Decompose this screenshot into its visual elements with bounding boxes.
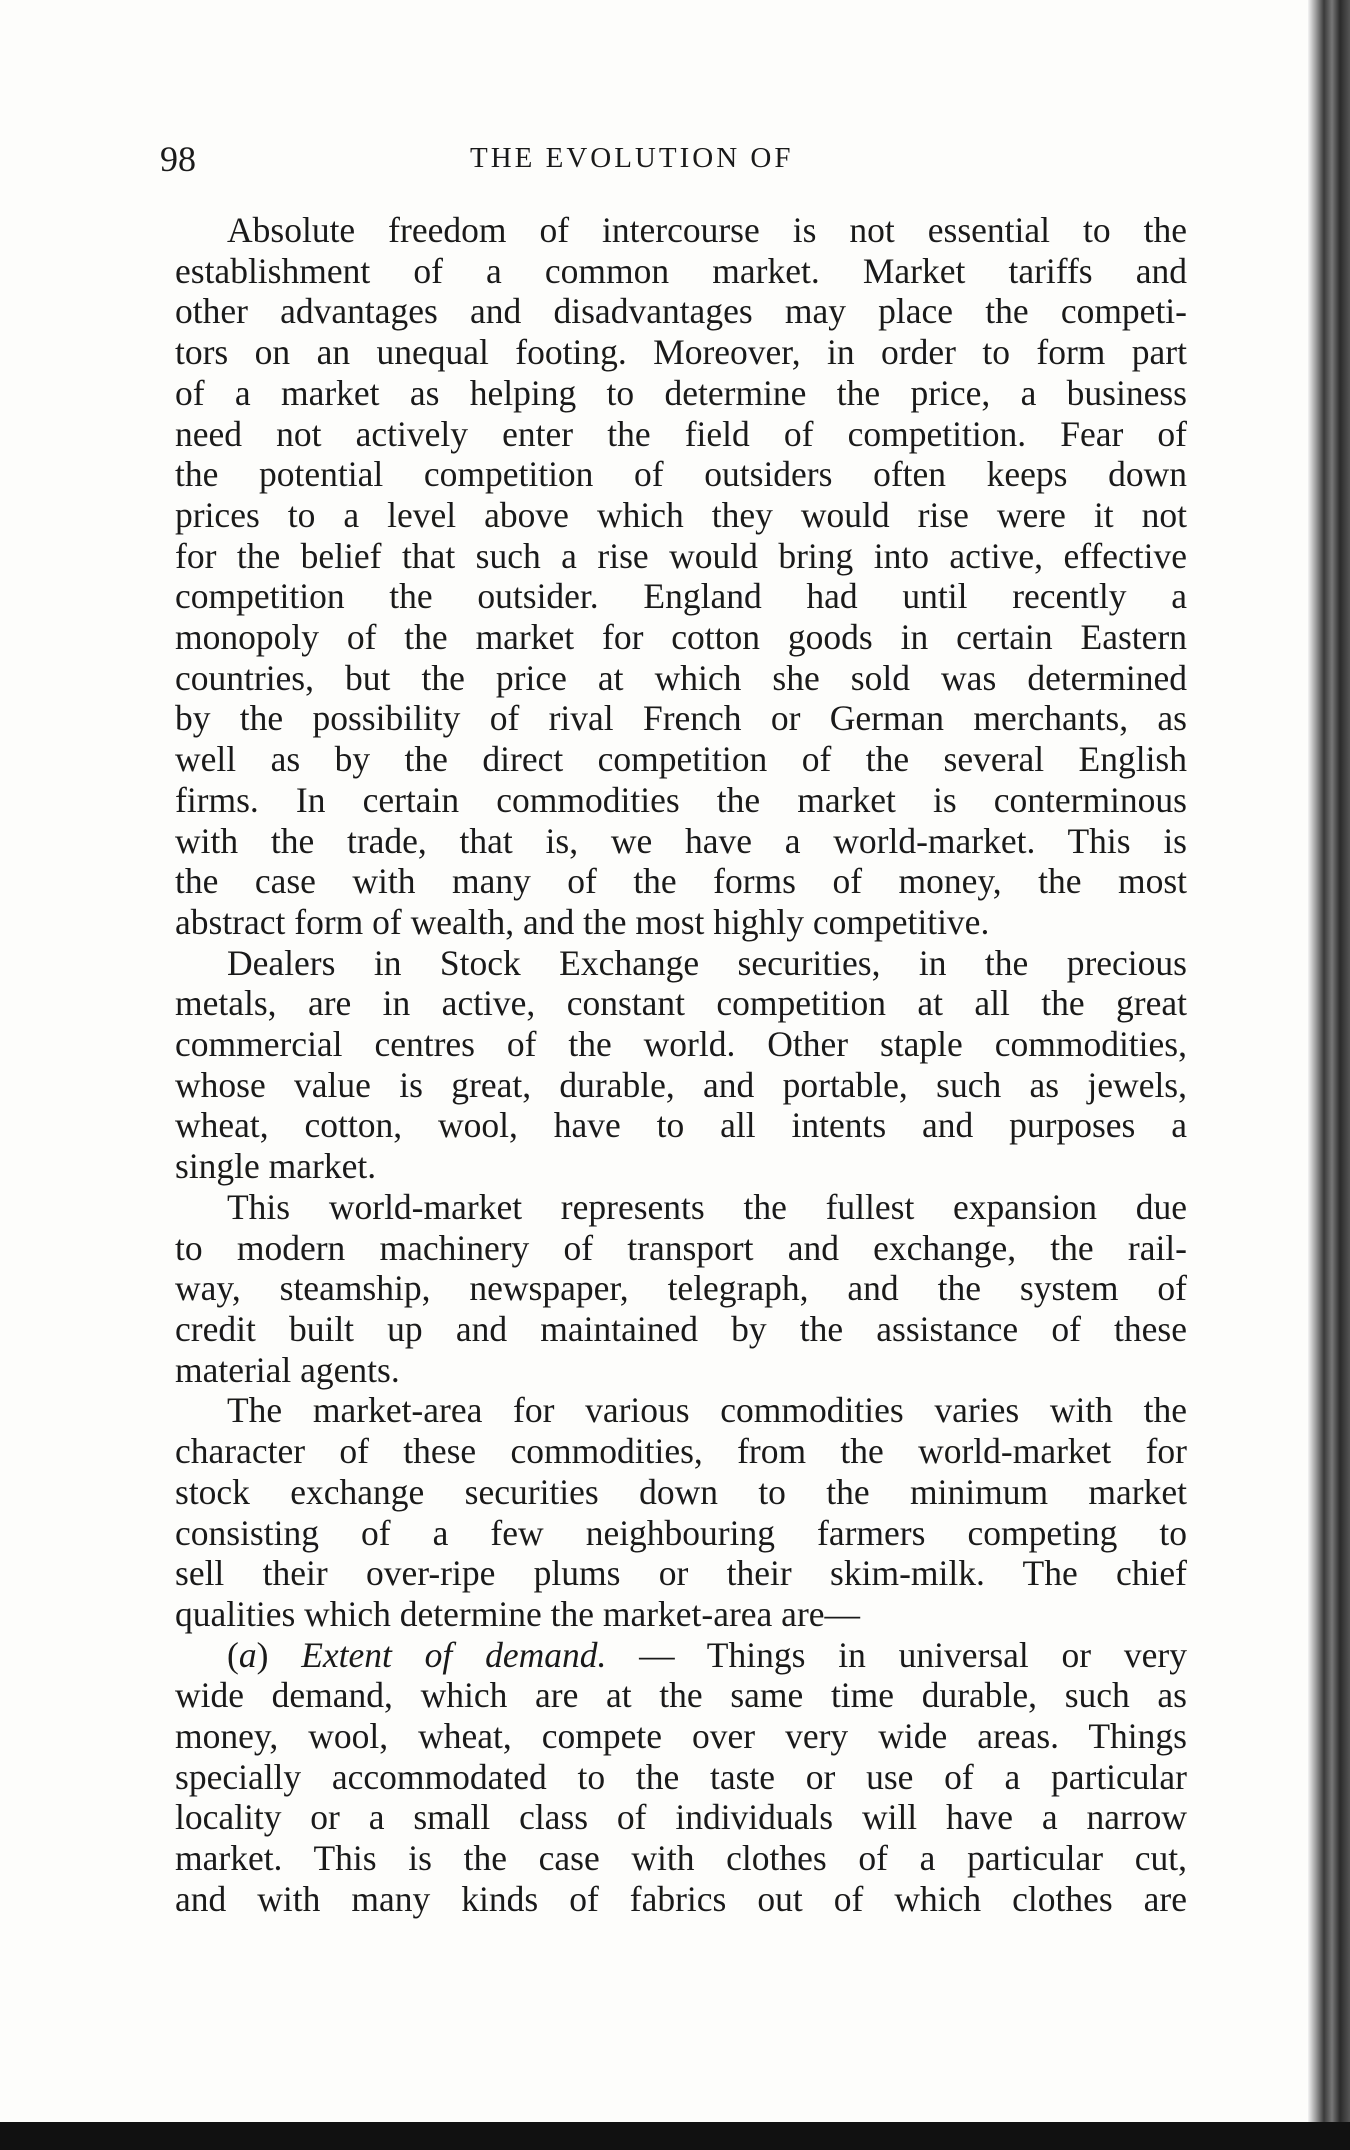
text-line: metals, are in active, constant competition at all the great [175,983,1187,1024]
paragraph-3 [175,1187,1187,1391]
text-line: of a market as helping to determine the price, a business [175,372,1187,413]
section-heading-line [175,1635,1187,1676]
text-line: countries, but the price at which she sold was determined [175,657,1187,698]
text-line: competition the outsider. England had until recently a [175,576,1187,617]
text-line: prices to a level above which they would rise were it not [175,494,1187,535]
text-line: money, wool, wheat, compete over very wide areas. Things [175,1716,1187,1757]
text-line: abstract form of wealth, and the most highly competitive. [175,901,990,942]
text-line: specially accommodated to the taste or use of a particular [175,1756,1187,1797]
body-text [175,210,1187,1920]
text-line: to modern machinery of transport and exchange, the rail- [175,1227,1187,1268]
text-line: and with many kinds of fabrics out of which clothes are [175,1878,1187,1919]
text-line: This world-market represents the fullest expansion due [227,1186,1187,1227]
running-title: THE EVOLUTION OF [470,142,794,174]
text-line: need not actively enter the field of competition. Fear of [175,413,1187,454]
heading-letter: a [238,1634,257,1675]
text-line: material agents. [175,1349,400,1390]
section-heading-title: Extent of demand. [301,1634,607,1675]
scan-edge-right [1308,0,1350,2150]
text-line: wheat, cotton, wool, have to all intents and purposes a [175,1105,1187,1146]
paragraph-1 [175,210,1187,943]
text-line: wide demand, which are at the same time durable, such as [175,1675,1187,1716]
text-line: well as by the direct competition of the several English [175,739,1187,780]
text-line: way, steamship, newspaper, telegraph, and the system of [175,1268,1187,1309]
paragraph-5 [175,1635,1187,1920]
text-line: the potential competition of outsiders often keeps down [175,454,1187,495]
text-line: single market. [175,1146,377,1187]
text-line: locality or a small class of individuals will have a narrow [175,1797,1187,1838]
text-line: market. This is the case with clothes of a particular cut, [175,1838,1187,1879]
text-line: stock exchange securities down to the minimum market [175,1471,1187,1512]
heading-open-paren: ( [227,1634,239,1675]
scan-edge-bottom [0,2122,1350,2150]
text-line: the case with many of the forms of money, the most [175,861,1187,902]
text-line: qualities which determine the market-area are— [175,1593,861,1634]
text-line: for the belief that such a rise would bring into active, effective [175,535,1187,576]
text-line: character of these commodities, from the world-market for [175,1431,1187,1472]
text-line: consisting of a few neighbouring farmers competing to [175,1512,1187,1553]
text-line: with the trade, that is, we have a world-market. This is [175,820,1187,861]
text-line: firms. In certain commodities the market is conterminous [175,779,1187,820]
text-line: Dealers in Stock Exchange securities, in the precious [227,942,1187,983]
text-line: commercial centres of the world. Other staple commodities, [175,1024,1187,1065]
text-line: monopoly of the market for cotton goods in certain Eastern [175,617,1187,658]
heading-close-paren: ) [256,1634,302,1675]
text-line: sell their over-ripe plums or their skim-milk. The chief [175,1553,1187,1594]
section-heading-rest: — Things in universal or very [606,1634,1187,1675]
text-line: by the possibility of rival French or German merchants, as [175,698,1187,739]
text-line: whose value is great, durable, and portable, such as jewels, [175,1064,1187,1105]
page-number: 98 [160,139,196,179]
text-line: The market-area for various commodities varies with the [227,1390,1187,1431]
text-line: credit built up and maintained by the assistance of these [175,1308,1187,1349]
paragraph-4 [175,1390,1187,1634]
text-line: establishment of a common market. Market tariffs and [175,250,1187,291]
text-line: other advantages and disadvantages may place the competi- [175,291,1187,332]
text-line: tors on an unequal footing. Moreover, in order to form part [175,332,1187,373]
text-line: Absolute freedom of intercourse is not essential to the [227,210,1187,250]
paragraph-2 [175,943,1187,1187]
